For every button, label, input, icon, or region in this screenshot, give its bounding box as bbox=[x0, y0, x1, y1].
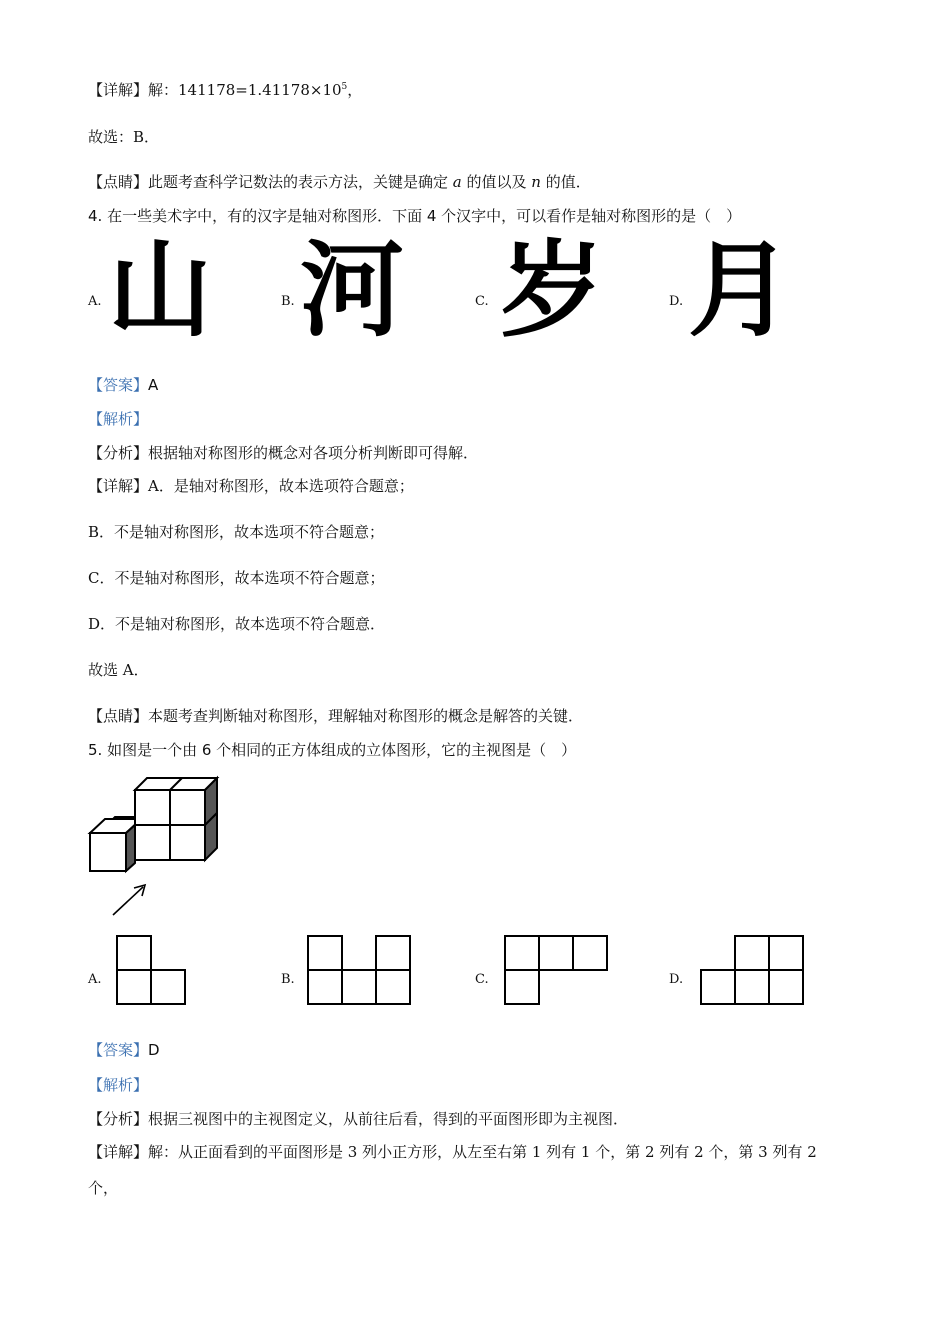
q4-detail-d: D．不是轴对称图形，故本选项不符合题意． bbox=[88, 615, 386, 633]
q5-option-b-view bbox=[306, 933, 416, 1008]
q4-option-c-label: C. bbox=[475, 294, 489, 309]
q4-choice: 故选 A． bbox=[88, 661, 149, 679]
q3-comment-prefix: 【点睛】此题考查科学记数法的表示方法，关键是确定 bbox=[88, 173, 453, 191]
q4-answer bbox=[88, 375, 158, 395]
q5-option-d-view bbox=[699, 933, 809, 1008]
q5-answer bbox=[88, 1040, 160, 1060]
q5-option-c-view bbox=[503, 933, 613, 1008]
q3-comment-suffix: 的值． bbox=[540, 173, 591, 191]
q5-analysis-tag: 【解析】 bbox=[88, 1076, 149, 1094]
q3-comment-var-a: a bbox=[452, 173, 462, 191]
q5-option-d-label: D. bbox=[669, 972, 684, 987]
q5-option-a-view bbox=[115, 933, 190, 1008]
q4-option-a-glyph: 山 bbox=[108, 229, 213, 351]
q5-analysis: 【分析】根据三视图中的主视图定义，从前往后看，得到的平面图形即为主视图． bbox=[88, 1110, 629, 1128]
q4-option-c-glyph: 岁 bbox=[500, 229, 605, 351]
q3-comment-var-n: n bbox=[531, 173, 541, 191]
q5-answer-tag: 【答案】 bbox=[88, 1041, 149, 1059]
q3-comment bbox=[88, 172, 591, 192]
q5-option-b-label: B. bbox=[281, 972, 295, 987]
q4-detail-b: B．不是轴对称图形，故本选项不符合题意； bbox=[88, 523, 385, 541]
q3-detail-suffix: ， bbox=[347, 81, 363, 99]
q3-detail-expr: 141178=1.41178×10 bbox=[178, 81, 342, 99]
q4-answer-tag: 【答案】 bbox=[88, 376, 149, 394]
q4-comment: 【点睛】本题考查判断轴对称图形，理解轴对称图形的概念是解答的关键． bbox=[88, 707, 584, 725]
q4-analysis-tag: 【解析】 bbox=[88, 410, 149, 428]
q4-detail-a: 【详解】A．是轴对称图形，故本选项符合题意； bbox=[88, 477, 414, 495]
q5-question: 5. 如图是一个由 6 个相同的正方体组成的立体图形，它的主视图是（ ） bbox=[88, 741, 577, 759]
q5-detail-line1: 【详解】解：从正面看到的平面图形是 3 列小正方形，从左至右第 1 列有 1 个，第 2 列有 2 个，第 3 列有 2 bbox=[88, 1143, 817, 1161]
q4-answer-value: A bbox=[148, 376, 159, 394]
q4-detail-c: C．不是轴对称图形，故本选项不符合题意； bbox=[88, 569, 385, 587]
q3-detail-prefix: 【详解】解： bbox=[88, 81, 179, 99]
q5-option-c-label: C. bbox=[475, 972, 489, 987]
q5-cube-figure bbox=[85, 775, 225, 920]
q4-option-a-label: A. bbox=[88, 294, 102, 309]
q4-option-d-label: D. bbox=[669, 294, 684, 309]
q5-detail-line2: 个， bbox=[88, 1179, 119, 1197]
q5-option-a-label: A. bbox=[88, 972, 102, 987]
q3-detail bbox=[88, 80, 362, 100]
q3-comment-mid: 的值以及 bbox=[461, 173, 532, 191]
q3-detail-exponent: 5 bbox=[341, 82, 348, 92]
q5-answer-value: D bbox=[148, 1041, 160, 1059]
q3-choice: 故选：B． bbox=[88, 128, 160, 146]
q4-option-d-glyph: 月 bbox=[688, 229, 793, 351]
q4-option-b-glyph: 河 bbox=[300, 229, 405, 351]
q4-question: 4. 在一些美术字中，有的汉字是轴对称图形．下面 4 个汉字中，可以看作是轴对称图形的是（ ） bbox=[88, 207, 742, 225]
q4-analysis: 【分析】根据轴对称图形的概念对各项分析判断即可得解． bbox=[88, 444, 479, 462]
q4-option-b-label: B. bbox=[281, 294, 295, 309]
